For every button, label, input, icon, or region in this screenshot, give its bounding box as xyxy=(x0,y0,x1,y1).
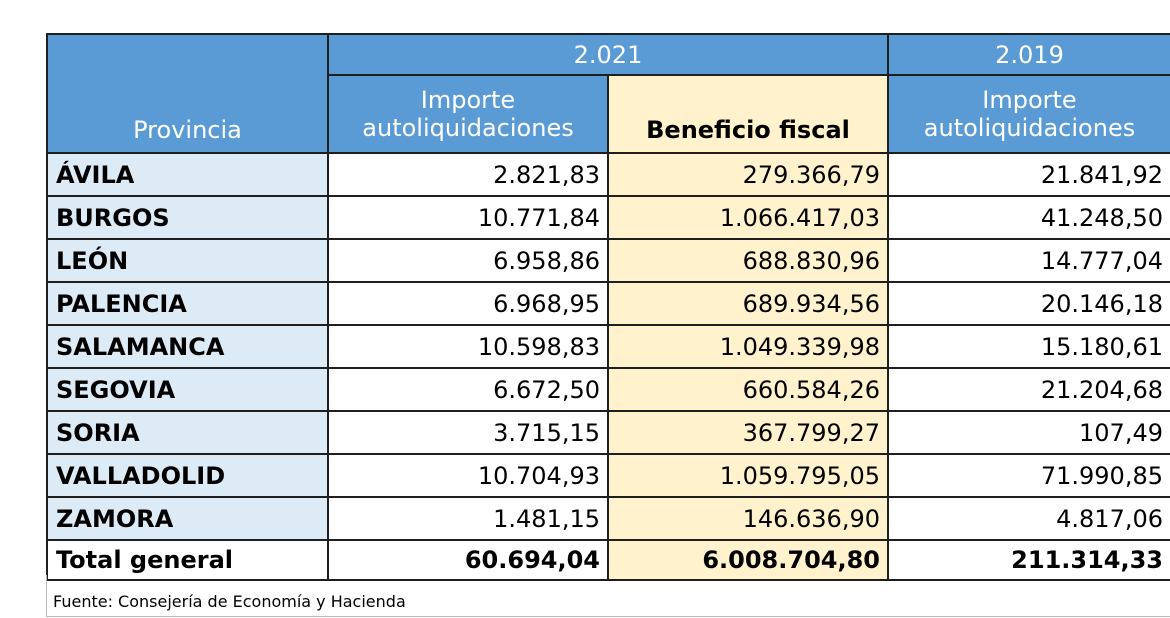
header-year-2021: 2.021 xyxy=(328,34,888,75)
header-beneficio-fiscal: Beneficio fiscal xyxy=(608,75,888,153)
cell-total-beneficio-2021: 6.008.704,80 xyxy=(608,540,888,580)
cell-importe-2019: 21.841,92 xyxy=(888,153,1170,196)
cell-importe-2021: 10.771,84 xyxy=(328,196,608,239)
header-importe-2021-line2: autoliquidaciones xyxy=(362,114,574,142)
table-row xyxy=(47,239,1170,282)
cell-provincia: LEÓN xyxy=(47,239,328,282)
cell-beneficio-2021: 146.636,90 xyxy=(608,497,888,540)
cell-provincia: PALENCIA xyxy=(47,282,328,325)
cell-total-label: Total general xyxy=(47,540,328,580)
header-row-years xyxy=(47,34,1170,75)
autoliquidaciones-table xyxy=(46,33,1170,581)
cell-importe-2021: 1.481,15 xyxy=(328,497,608,540)
cell-beneficio-2021: 367.799,27 xyxy=(608,411,888,454)
cell-importe-2019: 14.777,04 xyxy=(888,239,1170,282)
total-row xyxy=(47,540,1170,580)
table-row xyxy=(47,411,1170,454)
header-importe-2021 xyxy=(328,75,608,153)
table-row xyxy=(47,282,1170,325)
cell-provincia: VALLADOLID xyxy=(47,454,328,497)
cell-beneficio-2021: 1.059.795,05 xyxy=(608,454,888,497)
header-year-2019: 2.019 xyxy=(888,34,1170,75)
cell-importe-2021: 6.672,50 xyxy=(328,368,608,411)
table-row xyxy=(47,454,1170,497)
cell-provincia: BURGOS xyxy=(47,196,328,239)
cell-provincia: SEGOVIA xyxy=(47,368,328,411)
cell-importe-2021: 10.704,93 xyxy=(328,454,608,497)
cell-importe-2019: 107,49 xyxy=(888,411,1170,454)
cell-importe-2019: 4.817,06 xyxy=(888,497,1170,540)
cell-beneficio-2021: 279.366,79 xyxy=(608,153,888,196)
source-note: Fuente: Consejería de Economía y Hacienda xyxy=(46,575,1170,617)
cell-beneficio-2021: 660.584,26 xyxy=(608,368,888,411)
cell-total-importe-2021: 60.694,04 xyxy=(328,540,608,580)
table-row xyxy=(47,368,1170,411)
cell-importe-2019: 41.248,50 xyxy=(888,196,1170,239)
cell-importe-2021: 10.598,83 xyxy=(328,325,608,368)
cell-beneficio-2021: 1.066.417,03 xyxy=(608,196,888,239)
table-row xyxy=(47,153,1170,196)
cell-provincia: ÁVILA xyxy=(47,153,328,196)
cell-beneficio-2021: 1.049.339,98 xyxy=(608,325,888,368)
cell-importe-2021: 6.958,86 xyxy=(328,239,608,282)
cell-importe-2021: 6.968,95 xyxy=(328,282,608,325)
cell-importe-2019: 20.146,18 xyxy=(888,282,1170,325)
header-importe-2021-line1: Importe xyxy=(420,86,516,114)
cell-importe-2021: 3.715,15 xyxy=(328,411,608,454)
cell-importe-2019: 71.990,85 xyxy=(888,454,1170,497)
data-table-container xyxy=(46,33,1170,581)
cell-importe-2021: 2.821,83 xyxy=(328,153,608,196)
header-importe-2019 xyxy=(888,75,1170,153)
cell-provincia: SALAMANCA xyxy=(47,325,328,368)
table-row xyxy=(47,325,1170,368)
cell-total-importe-2019: 211.314,33 xyxy=(888,540,1170,580)
cell-importe-2019: 21.204,68 xyxy=(888,368,1170,411)
table-row xyxy=(47,497,1170,540)
header-provincia: Provincia xyxy=(47,34,328,153)
cell-provincia: ZAMORA xyxy=(47,497,328,540)
cell-beneficio-2021: 689.934,56 xyxy=(608,282,888,325)
header-importe-2019-line2: autoliquidaciones xyxy=(923,114,1136,142)
cell-provincia: SORIA xyxy=(47,411,328,454)
cell-beneficio-2021: 688.830,96 xyxy=(608,239,888,282)
cell-importe-2019: 15.180,61 xyxy=(888,325,1170,368)
table-row xyxy=(47,196,1170,239)
header-importe-2019-line1: Importe xyxy=(982,86,1077,114)
